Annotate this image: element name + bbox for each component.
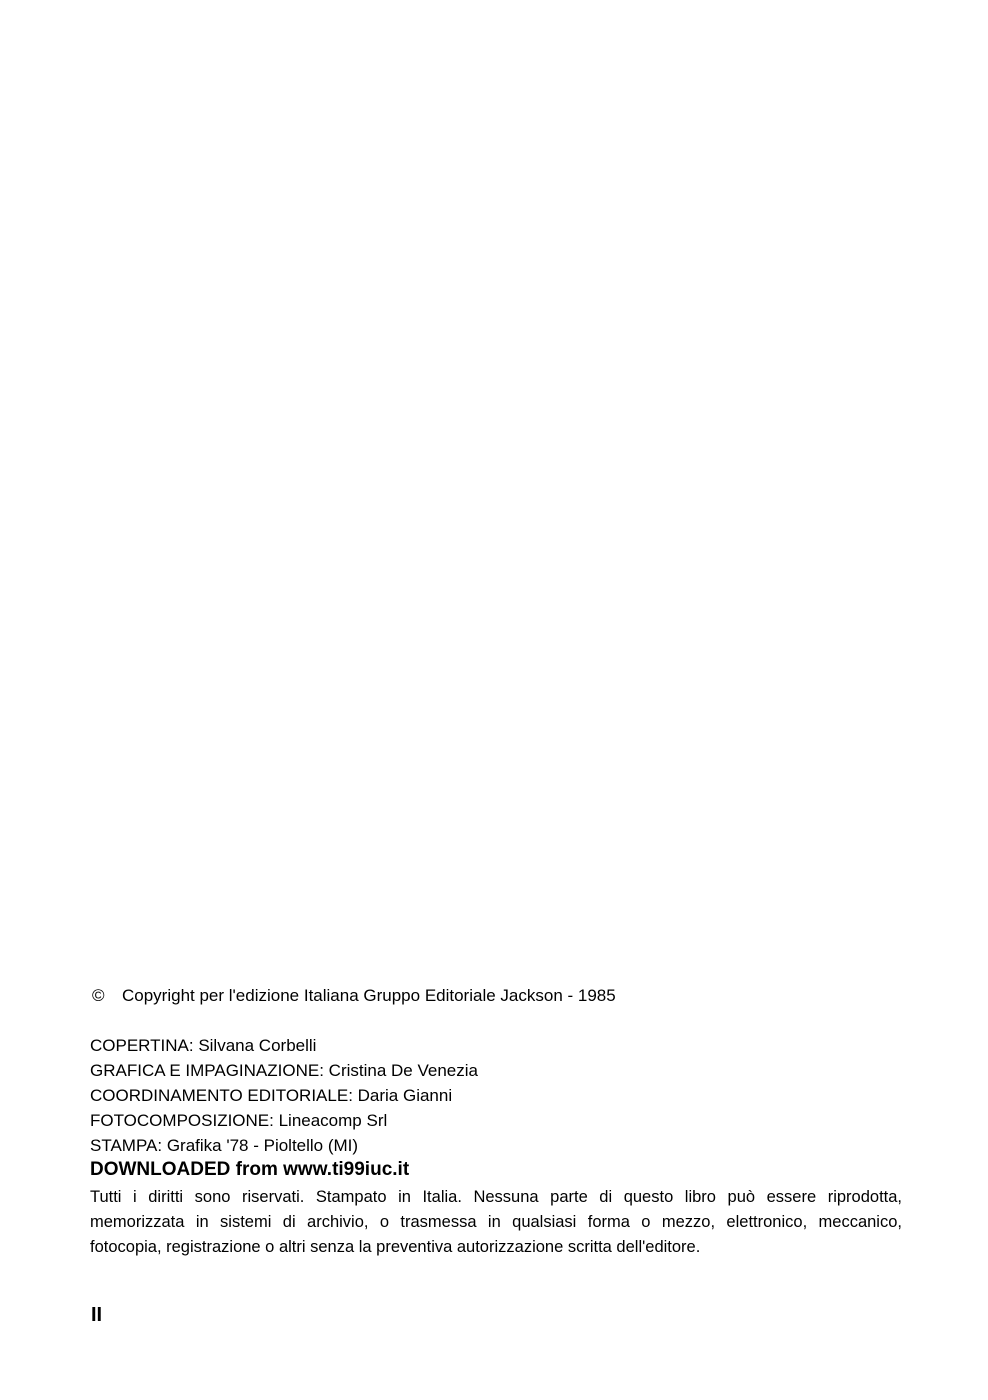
rights-line: memorizzata in sistemi di archivio, o trasmessa in qualsiasi forma o mezzo, elettronico, meccanico, — [90, 1213, 902, 1231]
credit-cover: COPERTINA: Silvana Corbelli — [90, 1036, 317, 1055]
credits-list — [90, 1033, 478, 1158]
copyright-notice — [92, 984, 616, 1008]
credit-typesetting: FOTOCOMPOSIZIONE: Lineacomp Srl — [90, 1111, 388, 1130]
rights-statement — [90, 1185, 902, 1260]
copyright-text: Copyright per l'edizione Italiana Gruppo Editoriale Jackson - 1985 — [122, 986, 616, 1005]
page-number: II — [91, 1304, 103, 1326]
rights-line: fotocopia, registrazione o altri senza la preventiva autorizzazione scritta dell'editore. — [90, 1238, 701, 1256]
download-notice: DOWNLOADED from www.ti99iuc.it — [90, 1159, 410, 1180]
credit-printing: STAMPA: Grafika '78 - Pioltello (MI) — [90, 1136, 359, 1155]
copyright-symbol: © — [92, 986, 105, 1005]
rights-line: Tutti i diritti sono riservati. Stampato in Italia. Nessuna parte di questo libro può essere riprodotta, — [90, 1188, 902, 1206]
credit-graphics: GRAFICA E IMPAGINAZIONE: Cristina De Venezia — [90, 1061, 478, 1080]
credit-editorial: COORDINAMENTO EDITORIALE: Daria Gianni — [90, 1086, 453, 1105]
